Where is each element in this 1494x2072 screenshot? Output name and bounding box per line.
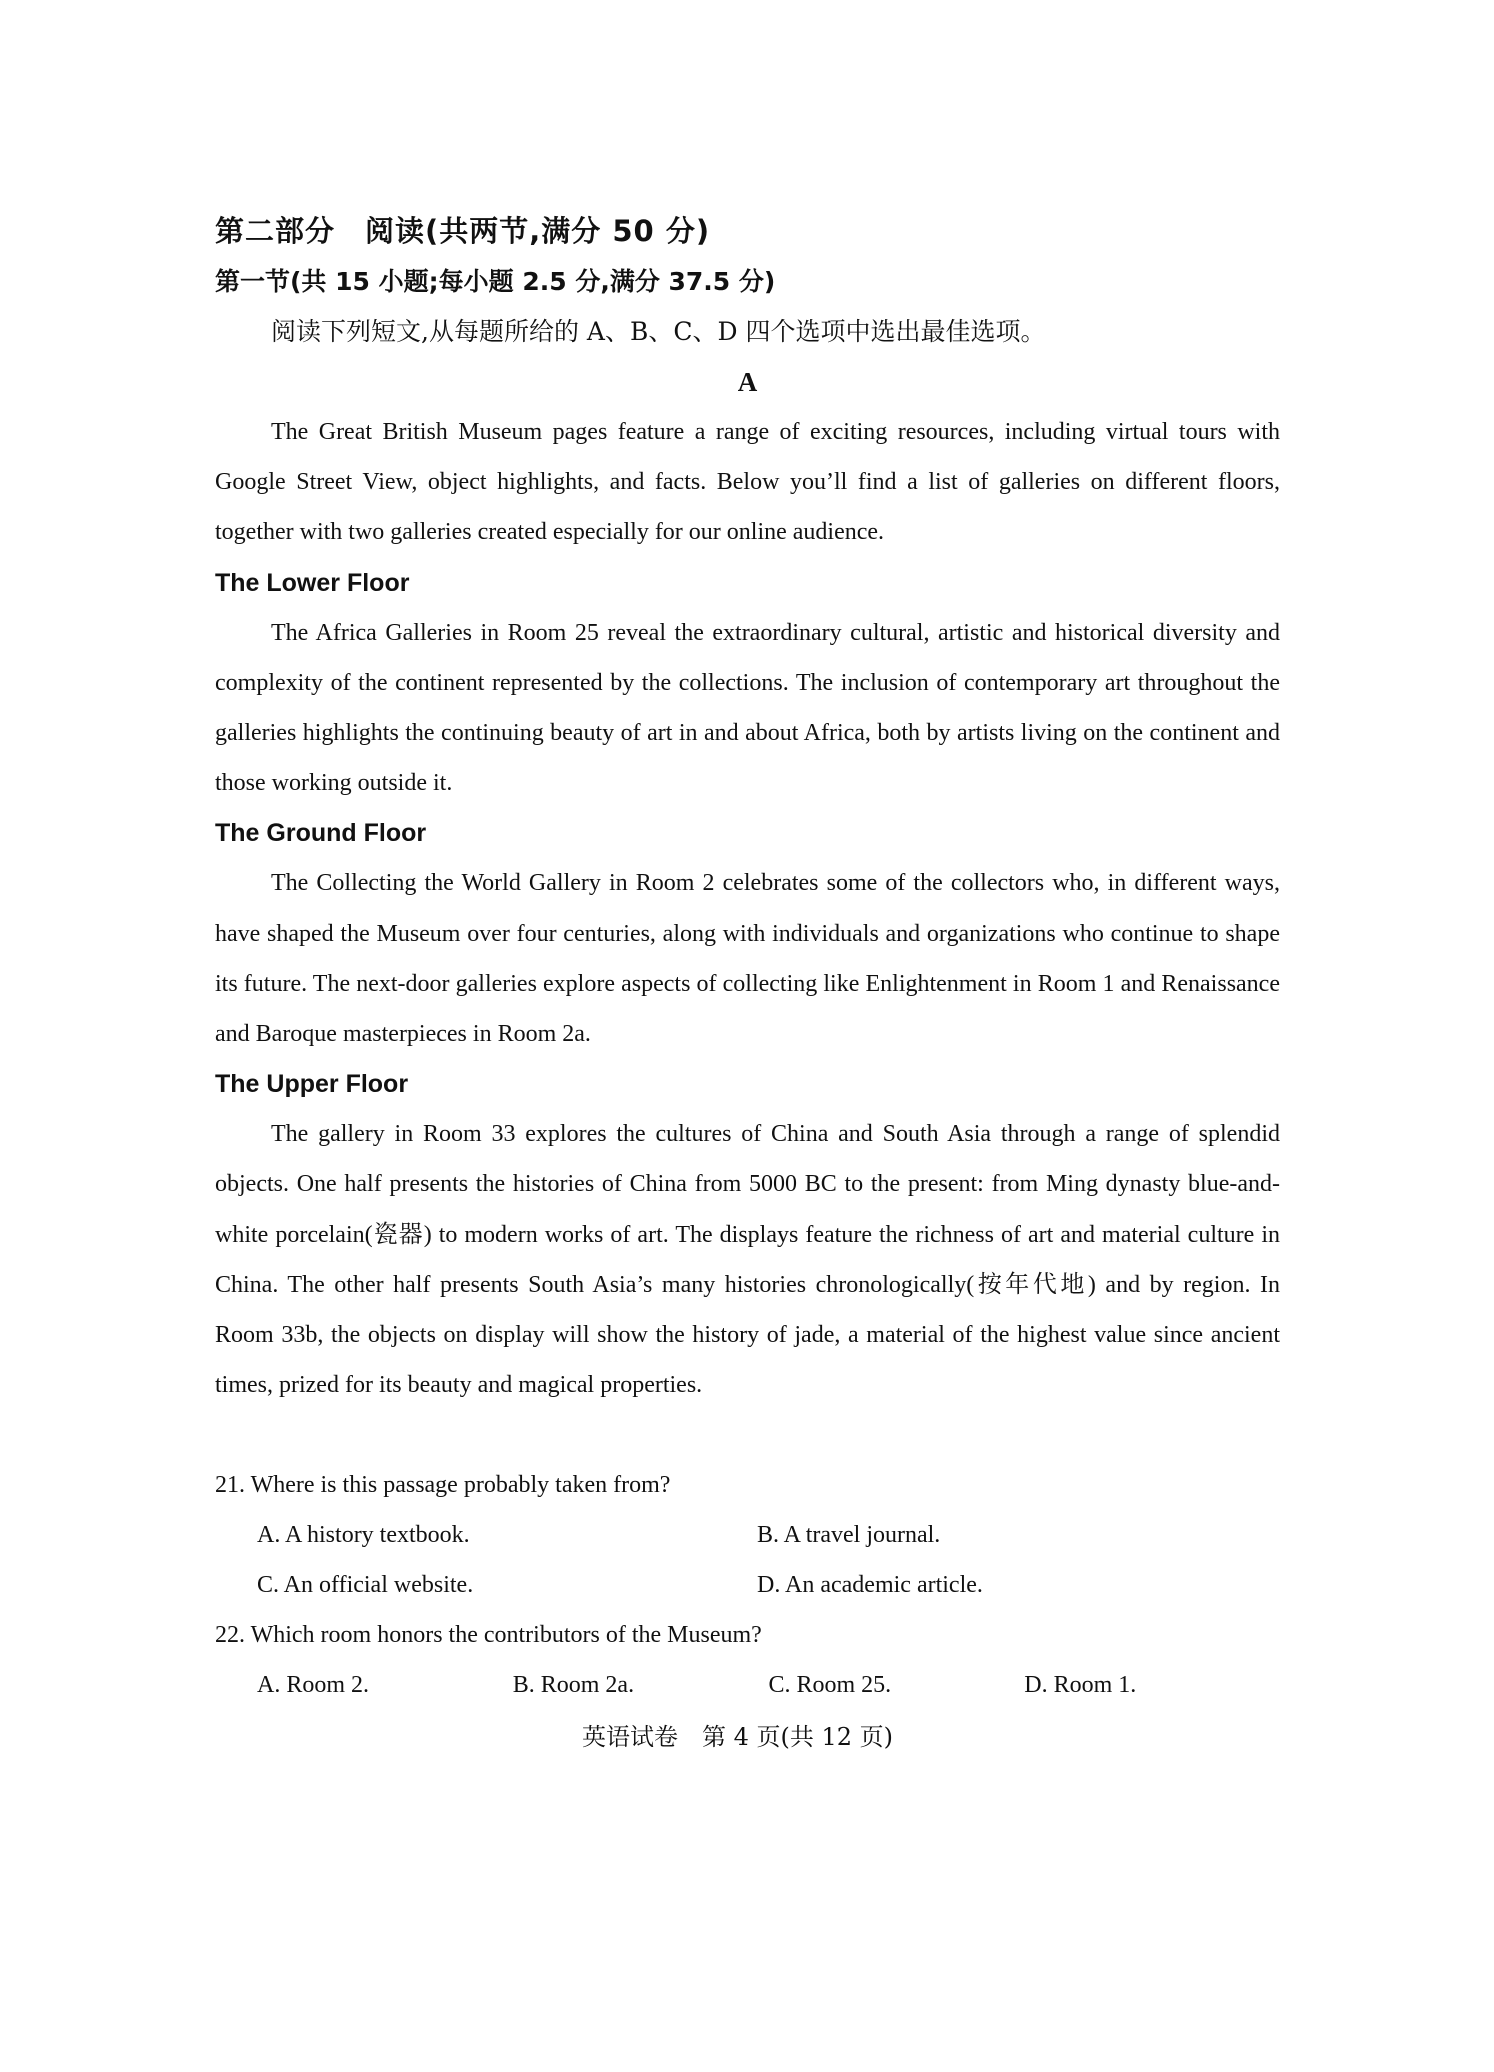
exam-page (215, 205, 1280, 1762)
floor-heading-ground: The Ground Floor (215, 819, 427, 848)
question-21 (215, 1460, 1280, 1610)
option-a: A. Room 2. (257, 1672, 370, 1699)
question-options (215, 1510, 1280, 1610)
floor-heading-upper: The Upper Floor (215, 1070, 409, 1099)
option-d: D. Room 1. (1024, 1672, 1137, 1699)
question-stem: 22. Which room honors the contributors of the Museum? (215, 1622, 762, 1649)
question-options (215, 1660, 1280, 1710)
passage-letter: A (737, 367, 758, 397)
passage-intro: The Great British Museum pages feature a range of exciting resources, including virtual tours with Google Street View, object highlights, and facts. Below you’ll find a list of galleries on different floors, together with two galleries created especially for our online audience. (215, 419, 1280, 546)
floor-heading-lower: The Lower Floor (215, 568, 410, 597)
floor-text-ground: The Collecting the World Gallery in Room 2 celebrates some of the collectors who, in different ways, have shaped the Museum over four centuries, along with individuals and organizations who continue to shape its future. The next-door galleries explore aspects of collecting like Enlightenment in Room 1 and Renaissance and Baroque masterpieces in Room 2a. (215, 870, 1280, 1048)
instruction: 阅读下列短文,从每题所给的 A、B、C、D 四个选项中选出最佳选项。 (271, 317, 1046, 346)
part-title: 第二部分 阅读(共两节,满分 50 分) (215, 214, 711, 248)
question-stem: 21. Where is this passage probably taken from? (215, 1472, 671, 1499)
section-title: 第一节(共 15 小题;每小题 2.5 分,满分 37.5 分) (215, 267, 776, 296)
floor-text-upper: The gallery in Room 33 explores the cultures of China and South Asia through a range of splendid objects. One half presents the histories of China from 5000 BC to the present: from Ming dynasty blue-and-white porcelain(瓷器) to modern works of art. The displays feature the richness of art and material culture in China. The other half presents South Asia’s many histories chronologically(按年代地) and by region. In Room 33b, the objects on display will show the history of jade, a material of the highest value since ancient times, prized for its beauty and magical properties. (215, 1121, 1280, 1399)
option-d: D. An academic article. (757, 1572, 983, 1599)
floor-text-lower: The Africa Galleries in Room 25 reveal the extraordinary cultural, artistic and historical diversity and complexity of the continent represented by the collections. The inclusion of contemporary art throughout the galleries highlights the continuing beauty of art in and about Africa, both by artists living on the continent and those working outside it. (215, 619, 1280, 797)
page-footer: 英语试卷 第 4 页(共 12 页) (581, 1723, 894, 1752)
option-b: B. Room 2a. (512, 1672, 635, 1699)
question-22 (215, 1610, 1280, 1710)
option-a: A. A history textbook. (257, 1522, 470, 1549)
option-b: B. A travel journal. (757, 1522, 941, 1549)
option-c: C. Room 25. (768, 1672, 892, 1699)
question-list (215, 1460, 1280, 1710)
option-c: C. An official website. (257, 1572, 474, 1599)
